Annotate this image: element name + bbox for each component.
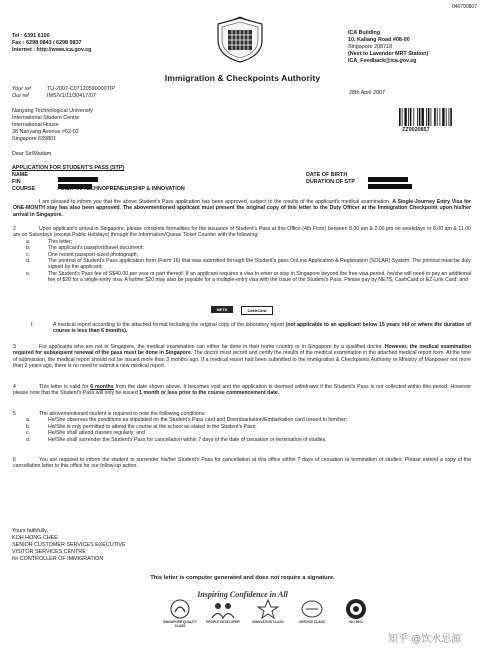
barcode-id: ZZ0020857 xyxy=(402,127,430,133)
logo-caption: INNOVATION CLASS xyxy=(252,620,284,624)
singapore-quality-class-logo xyxy=(160,598,200,642)
intro-bold-text: A Single-Journey Entry Visa for ONE-MONTH stay has also been approved. The abovementioned applicant must present the original copy of this letter to the Duty Officer at the Immigration Checkpoint upon his/her arrival in Singapore. xyxy=(13,199,471,218)
p6-text: You are required to inform the student to surrender his/her Student's Pass for cancellation at this office within 7 days of cessation or termination of studies. Please extend a copy of the cancellation letter to this office for our follow-up action. xyxy=(13,457,471,470)
p3-bold-text: However, the medical examination required for subsequent renewal of the pass must be done in Singapore. xyxy=(13,344,471,357)
your-ref-value: TU-2007-C07120590000TIP xyxy=(47,86,116,92)
innovation-class-logo xyxy=(248,598,288,642)
your-ref-label: Your ref xyxy=(12,86,31,92)
list-item-label: d. xyxy=(26,258,31,265)
our-ref-value: IMS/V1/11/30417/07 xyxy=(47,93,96,99)
list-item-text: He/She shall attend classes regularly; and xyxy=(48,430,145,437)
p4-text-a: This letter is valid for xyxy=(39,384,89,390)
p3-text-a: For applicants who are not in Singapore, the medical examination can either be done in their home country or in Singapore by a qualified doctor. xyxy=(39,344,383,350)
salutation: Dear Sir/Madam xyxy=(12,151,52,157)
list-item-text: This letter; xyxy=(48,238,73,245)
computer-generated-note: This letter is computer generated and does not require a signature. xyxy=(150,575,335,581)
address-email: ICA_Feedback@ica.gov.sg xyxy=(348,58,417,64)
p2-item-f-label: f. xyxy=(31,322,34,328)
logo-caption: SINGAPORE QUALITY CLASS xyxy=(162,620,197,628)
list-item-text: He/She shall surrender the Student's Pass for cancellation within 7 days of the date of cessation or termination of studies. xyxy=(48,436,327,443)
list-item xyxy=(13,271,471,284)
recipient-line-1: Nanyang Technological University xyxy=(12,108,93,114)
barcode-bar xyxy=(437,108,438,126)
list-item-text: The applicant's passport/travel document; xyxy=(48,245,144,252)
signoff-title: SENIOR CUSTOMER SERVICES EXECUTIVE xyxy=(12,542,126,548)
watermark: 知乎 @饮水思源 xyxy=(388,634,462,645)
contact-internet: Internet : http://www.ica.gov.sg xyxy=(12,47,92,53)
recipient-line-2: International Student Centre xyxy=(12,115,80,121)
fin-label: FIN xyxy=(12,179,21,185)
barcode-bar xyxy=(410,108,412,126)
signoff-controller: for CONTROLLER OF IMMIGRATION xyxy=(12,556,104,562)
logo-caption: ISO 9001 xyxy=(349,620,363,624)
list-item-text: One recent passport-sized photograph; xyxy=(48,251,138,258)
list-item-text: He/She is only permitted to attend the course at the school as stated in the Student's Pass; xyxy=(48,423,257,430)
intro-text: I am pleased to inform you that the above Student's Pass application has been approved, subject to the results of the applicant's medical examination. xyxy=(39,199,391,205)
p6-number: 6 xyxy=(13,457,16,463)
barcode-bar xyxy=(446,108,447,126)
tagline: Inspiring Confidence in All xyxy=(197,590,288,599)
iso-certification-emblem-icon xyxy=(345,598,367,620)
our-ref-label: Our ref xyxy=(12,93,29,99)
signoff-closing: Yours faithfully, xyxy=(12,528,48,534)
paragraph-2 xyxy=(13,226,471,284)
p2-number: 2 xyxy=(13,226,16,232)
logo-caption: PEOPLE DEVELOPER xyxy=(206,620,240,624)
barcode-bar xyxy=(422,108,424,126)
barcode-bar xyxy=(404,108,406,126)
list-item xyxy=(13,258,471,271)
recipient-line-5: Singapore 639801 xyxy=(12,136,57,142)
list-item-label: b. xyxy=(26,245,31,252)
service-class-logo xyxy=(292,598,332,642)
application-heading: APPLICATION FOR STUDENT'S PASS (STP) xyxy=(12,165,125,171)
p4-bold-2: 1 month or less prior to the course commencement date. xyxy=(139,390,280,397)
barcode-bar xyxy=(408,108,409,126)
p2-item-f-bold: (not applicable to an applicant below 15 years old or where the duration of course is less than 6 months). xyxy=(53,322,471,335)
quality-class-emblem-icon xyxy=(169,598,191,620)
list-item xyxy=(13,437,471,443)
logo-caption: SERVICE CLASS xyxy=(299,620,325,624)
duration-redacted xyxy=(368,178,412,196)
ica-crest-icon xyxy=(212,16,268,64)
barcode-bar xyxy=(428,108,430,126)
list-item-text: The printout of Student's Pass application form (Form 16) that was submitted through the Student's pass OnLine Application & Registration (SOLAR) System. The printout must be duly signed by the applicant; xyxy=(48,258,471,271)
list-item-text: He/She observes the conditions as stipulated on the Student's Pass card and Disembarkation/Embarkation card issued to him/her; xyxy=(48,417,348,424)
barcode-bar xyxy=(413,108,414,126)
course-value: : G.DIP IN TECHNOPRENEURSHIP & INNOVATION xyxy=(57,186,185,192)
innovation-class-emblem-icon xyxy=(256,598,280,620)
p4-text-b: from the date shown above. It becomes void and the application is deemed withdrawn if the Student's Pass is not collected within this period. However please note that the Student's Pass will only be issued xyxy=(13,384,471,397)
paragraph-3 xyxy=(13,344,471,370)
people-developer-logo xyxy=(203,598,243,642)
barcode-bar xyxy=(402,108,403,126)
list-item-label: d. xyxy=(26,436,31,443)
barcode-bar xyxy=(450,108,452,126)
duration-label: DURATION OF STP xyxy=(306,179,356,185)
barcode-bar xyxy=(431,108,432,126)
intro-paragraph xyxy=(13,199,471,218)
letter-date: 28th April 2007 xyxy=(349,90,385,96)
cashcard-logo: CashCard xyxy=(241,306,273,315)
p2-item-f-text: A medical report according to the attached format including the original copy of the laboratory report xyxy=(53,322,285,328)
barcode-bar xyxy=(434,108,436,126)
p5-number: 5 xyxy=(13,411,16,417)
list-item-label: e. xyxy=(26,270,31,277)
signoff-department: VISITOR SERVICES CENTRE xyxy=(12,549,86,555)
p5-text: The abovementioned student is required to note the following conditions: xyxy=(39,411,206,417)
paragraph-5 xyxy=(13,411,471,443)
contact-tel: Tel : 6391 6100 xyxy=(12,33,50,39)
barcode-bar xyxy=(440,108,441,126)
p4-number: 4 xyxy=(13,384,16,390)
course-label: COURSE xyxy=(12,186,36,192)
signoff-name: KOH HONG CHEE xyxy=(12,535,58,541)
authority-title: Immigration & Checkpoints Authority xyxy=(164,73,321,83)
list-item-label: a. xyxy=(26,417,31,424)
address-line-1: ICA Building xyxy=(348,30,381,36)
service-class-emblem-icon xyxy=(300,598,324,620)
list-item-label: b. xyxy=(26,423,31,430)
nets-logo: NETS xyxy=(211,306,233,313)
barcode-bar xyxy=(442,108,444,126)
p3-number: 3 xyxy=(13,344,16,350)
document-number: 040700807 xyxy=(451,4,477,10)
paragraph-6 xyxy=(13,457,471,470)
address-line-2: 10, Kallang Road #08-00 xyxy=(348,37,410,43)
people-developer-emblem-icon xyxy=(209,598,237,620)
barcode-bar xyxy=(419,108,421,126)
list-item-label: c. xyxy=(26,430,31,437)
recipient-line-3: International House xyxy=(12,122,59,128)
name-label: NAME xyxy=(12,172,28,178)
barcode xyxy=(398,108,470,126)
recipient-line-4: 38 Nanyang Avenue #02-02 xyxy=(12,129,79,135)
p2-item-f xyxy=(13,322,471,335)
paragraph-4 xyxy=(13,384,471,397)
list-item-label: a. xyxy=(26,238,31,245)
p2-text: Upon applicant's arrival in Singapore, please complete formalities for the issuance of Student's Pass at this Office (4th Floor) between 8.00 am & 2.00 pm on weekdays or 8.00 am & 11.00 am on Saturdays (except Public Holidays) through the Information/Queue Ticket Counter with the following: xyxy=(13,226,471,239)
barcode-bar xyxy=(449,108,450,126)
dob-label: DATE OF BIRTH xyxy=(306,172,348,178)
barcode-bar xyxy=(417,108,418,126)
p4-bold-1: 6 months xyxy=(90,384,114,390)
p2-list xyxy=(13,239,471,284)
list-item-label: c. xyxy=(26,251,31,258)
p5-list xyxy=(13,417,471,443)
barcode-bar xyxy=(399,108,401,126)
address-line-4: (Next to Lavender MRT Station) xyxy=(348,51,429,57)
contact-fax: Fax : 6298 0843 / 6298 0837 xyxy=(12,40,82,46)
address-line-3: Singapore 208718 xyxy=(348,44,393,50)
list-item-text: The Student's Pass fee of S$40.00 per year or part thereof. If an applicant requires a visa to enter or stay in Singapore beyond the free-visa period, he/she will need to pay an additional fee of $20 for a single-entry visa. A further $20 may also be payable for a multiple-entry visa with the issue of the Student's Pass. Please pay by NETS, CashCard or EZ-Link Card; and xyxy=(48,270,471,284)
iso-9001-logo xyxy=(338,598,374,642)
p3-text-b: The doctor must record and certify the results of the medical examination in the attached medical report form. At the time of submission, the medical report should not be issued more than 3 months ago. If a medical report had been submitted to the Immigration & Checkpoints Authority or Ministry of Manpower not more than 2 years ago, there is no need to submit a new medical report. xyxy=(13,350,471,370)
barcode-bar xyxy=(426,108,427,126)
